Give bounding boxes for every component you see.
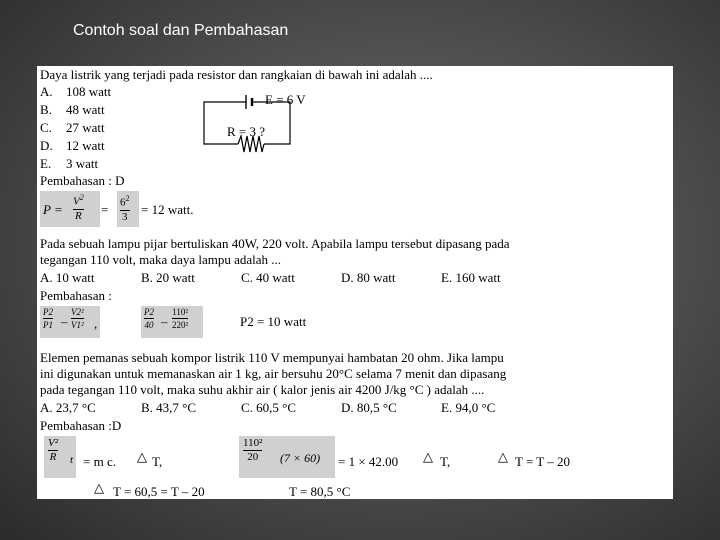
q3-formula1-t: t	[70, 454, 74, 466]
delta-icon: △	[137, 449, 147, 464]
q2-question-line-1: Pada sebuah lampu pijar bertuliskan 40W, 220 volt. Apabila lampu tersebut dipasang pada	[40, 236, 510, 251]
q2-option-d: D. 80 watt	[341, 270, 396, 285]
q1-formula-numerator: V	[73, 195, 80, 208]
delta-icon: △	[498, 449, 508, 464]
q3-formula2-mid: (7 × 60)	[280, 451, 321, 465]
q1-formula-numerator-exp: 2	[79, 193, 84, 202]
q3-question-line-2: ini digunakan untuk memanaskan air 1 kg, air bersuhu 20°C selama 7 menit dan dipasang	[40, 366, 507, 381]
q2-formula2-right-fraction	[172, 307, 188, 330]
q1-formula-denominator: R	[75, 209, 82, 222]
q2-option-b: B. 20 watt	[141, 270, 195, 285]
q1-question: Daya listrik yang terjadi pada resistor dan rangkaian di bawah ini adalah ....	[40, 67, 433, 82]
q3-formula1-rhs: = m c.	[83, 454, 116, 469]
q1-option-a-letter: A.	[40, 84, 53, 99]
q1-option-b-letter: B.	[40, 102, 52, 117]
q3-formula2-fraction	[243, 438, 262, 463]
q2-formula1-right-fraction	[71, 307, 84, 330]
q3-option-a: A. 23,7 °C	[40, 400, 96, 415]
q2-formula2-left-den: 40	[144, 320, 154, 330]
q1-result: = 12 watt.	[141, 202, 194, 217]
q3-formula2-num: 110²	[243, 437, 263, 449]
q3-formula5: T = 80,5 °C	[289, 484, 351, 499]
q3-question-line-1: Elemen pemanas sebuah kompor listrik 110 V mempunyai hambatan 20 ohm. Jika lampu	[40, 350, 504, 365]
q1-values-numerator: 6	[120, 196, 126, 209]
circuit-resistance-label: R = 3 ?	[227, 124, 266, 139]
q1-formula-lhs: P =	[43, 202, 63, 217]
q1-values-denominator: 3	[122, 210, 128, 223]
q3-option-e: E. 94,0 °C	[441, 400, 496, 415]
q3-option-d: D. 80,5 °C	[341, 400, 397, 415]
q1-option-c: 27 watt	[66, 120, 105, 135]
q2-formula2-left-num: P2	[144, 307, 154, 317]
q3-formula1-dt: T,	[152, 454, 163, 469]
q2-question-line-2: tegangan 110 volt, maka daya lampu adalah ...	[40, 252, 282, 267]
q1-formula-equals: =	[101, 202, 109, 217]
q1-option-b: 48 watt	[66, 102, 105, 117]
q3-discussion-label: Pembahasan :D	[40, 418, 122, 433]
q3-formula1-fraction	[48, 438, 58, 463]
q3-formula3: T = T – 20	[515, 454, 571, 469]
q1-option-e: 3 watt	[66, 156, 99, 171]
q3-option-c: C. 60,5 °C	[241, 400, 297, 415]
q2-formula1-left-den: P1	[43, 320, 53, 330]
q2-formula1-left-num: P2	[43, 307, 53, 317]
q1-values-fraction	[120, 193, 130, 223]
q1-option-d: 12 watt	[66, 138, 105, 153]
q1-option-a: 108 watt	[66, 84, 112, 99]
circuit-emf-label: E = 6 V	[265, 92, 306, 107]
q2-formula1-right-den: V1²	[71, 320, 84, 330]
q2-formula2-left-fraction	[144, 307, 154, 330]
q3-formula2-dt: T,	[440, 454, 451, 469]
q2-discussion-label: Pembahasan :	[40, 288, 112, 303]
q2-option-a: A. 10 watt	[40, 270, 95, 285]
q1-option-c-letter: C.	[40, 120, 52, 135]
q3-option-b: B. 43,7 °C	[141, 400, 197, 415]
q2-option-c: C. 40 watt	[241, 270, 295, 285]
q2-formula1-right-num: V2²	[71, 307, 84, 317]
q2-formula1-comma: ,	[94, 316, 98, 331]
q2-formula2-right-den: 220²	[172, 320, 189, 330]
delta-icon: △	[423, 449, 433, 464]
delta-icon: △	[94, 480, 104, 495]
slide-title: Contoh soal dan Pembahasan	[73, 22, 289, 39]
q2-formula1-left-fraction	[43, 307, 53, 330]
q1-formula-fraction	[73, 192, 84, 222]
q3-formula1-num: V²	[48, 437, 59, 449]
q3-formula2-den: 20	[247, 451, 259, 463]
document-page: Daya listrik yang terjadi pada resistor dan rangkaian di bawah ini adalah .... A. 108 watt B. 48 watt C. 27 watt D. 12 watt E. 3 watt E = 6 V R = 3 ? Pembahasan : D P = $V^2$ R = $6^2$ 3 = 12 watt. Pada sebuah lampu pijar bertuliskan 40W, 220 volt. Apabila lampu tersebut dipasang pada tegangan 110 volt, maka daya lampu adalah ... A. 10 watt B. 20 watt C. 40 watt D. 80 watt E. 160 watt Pembahasan : P2 P1 – V2² V1² , P2 40 – 110² 220² P2 = 10 watt Elemen pemanas sebuah kompor listrik 110 V mempunyai hambatan 20 ohm. Jika lampu ini digunakan untuk memanaskan air 1 kg, air bersuhu 20°C selama 7 menit dan dipasang pada tegangan 110 volt, maka suhu akhir air ( kalor jenis air 4200 J/kg °C ) adalah .... A. 23,7 °C B. 43,7 °C C. 60,5 °C D. 80,5 °C E. 94,0 °C Pembahasan :D V² R t = m c. △ T, 110² 20 (7 × 60) = 1 × 42.00 △ T, △ T = T – 20 △ T = 60,5 = T – 20 T = 80,5 °C	[37, 66, 673, 499]
q3-formula2-rhs: = 1 × 42.00	[338, 454, 399, 469]
q2-option-e: E. 160 watt	[441, 270, 501, 285]
q2-formula2-right-num: 110²	[172, 307, 189, 317]
q1-option-d-letter: D.	[40, 138, 53, 153]
q3-formula4: T = 60,5 = T – 20	[113, 484, 205, 499]
q1-discussion-label: Pembahasan : D	[40, 173, 125, 188]
q1-option-e-letter: E.	[40, 156, 52, 171]
q1-values-numerator-exp: 2	[125, 194, 130, 203]
q3-question-line-3: pada tegangan 110 volt, maka suhu akhir air ( kalor jenis air 4200 J/kg °C ) adalah ....	[40, 382, 485, 397]
q2-result: P2 = 10 watt	[240, 314, 307, 329]
q3-formula1-den: R	[49, 451, 57, 463]
